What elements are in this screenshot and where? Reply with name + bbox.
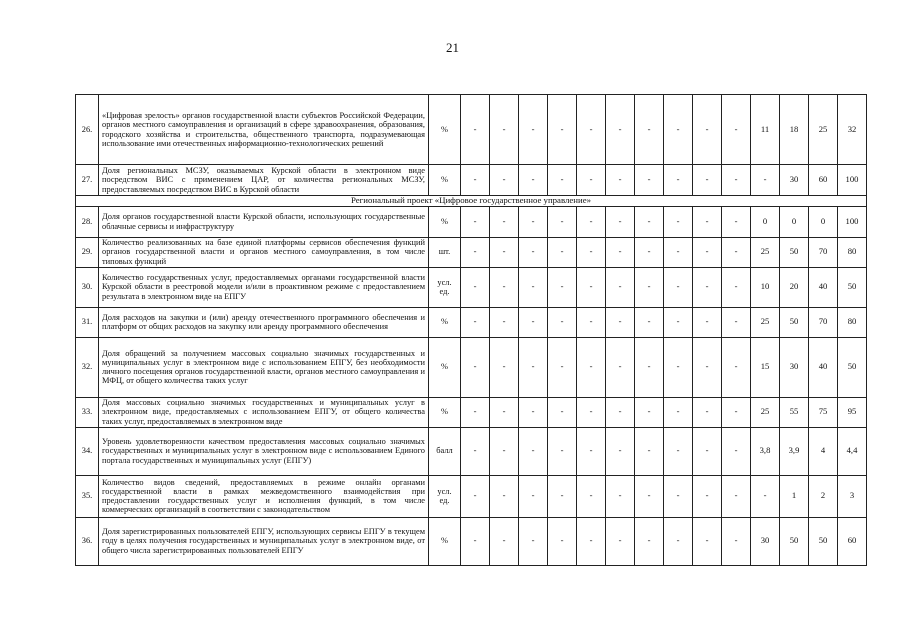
value-cell: - <box>664 427 693 475</box>
value-cell: 10 <box>751 267 780 307</box>
value-cell: - <box>519 337 548 397</box>
value-cell: - <box>606 517 635 565</box>
unit-cell: % <box>429 206 461 237</box>
value-cell: - <box>519 427 548 475</box>
value-cell: 25 <box>751 307 780 337</box>
row-number: 35. <box>76 475 99 517</box>
unit-cell: % <box>429 517 461 565</box>
value-cell: - <box>664 307 693 337</box>
value-cell: 40 <box>809 337 838 397</box>
value-cell: - <box>490 307 519 337</box>
value-cell: - <box>722 307 751 337</box>
table-row <box>76 337 867 397</box>
value-cell: - <box>664 237 693 267</box>
value-cell: - <box>693 517 722 565</box>
value-cell: 4,4 <box>838 427 867 475</box>
value-cell: 50 <box>780 517 809 565</box>
value-cell: - <box>490 475 519 517</box>
value-cell: 25 <box>751 397 780 427</box>
value-cell: 50 <box>780 237 809 267</box>
value-cell: 15 <box>751 337 780 397</box>
table-row <box>76 206 867 237</box>
value-cell: - <box>664 165 693 196</box>
value-cell: - <box>693 475 722 517</box>
value-cell: - <box>548 237 577 267</box>
value-cell: - <box>722 517 751 565</box>
value-cell: - <box>577 397 606 427</box>
row-number: 26. <box>76 95 99 165</box>
value-cell: - <box>577 165 606 196</box>
value-cell: - <box>635 165 664 196</box>
value-cell: - <box>693 337 722 397</box>
value-cell: - <box>606 475 635 517</box>
value-cell: - <box>664 337 693 397</box>
value-cell: - <box>635 237 664 267</box>
unit-cell: % <box>429 337 461 397</box>
value-cell: 30 <box>780 337 809 397</box>
value-cell: - <box>577 307 606 337</box>
value-cell: - <box>635 95 664 165</box>
indicator-name: Уровень удовлетворенности качеством предоставления массовых социально значимых государственных и муниципальных услуг в электронном виде с использованием Единого портала государственных и муниципальных услуг (ЕПГУ) <box>99 427 429 475</box>
value-cell: - <box>606 337 635 397</box>
value-cell: 30 <box>780 165 809 196</box>
value-cell: - <box>606 95 635 165</box>
unit-cell: усл. ед. <box>429 267 461 307</box>
value-cell: - <box>722 267 751 307</box>
value-cell: 3,8 <box>751 427 780 475</box>
value-cell: - <box>519 95 548 165</box>
value-cell: 0 <box>780 206 809 237</box>
value-cell: - <box>490 427 519 475</box>
value-cell: - <box>722 95 751 165</box>
value-cell: - <box>490 267 519 307</box>
indicator-name: Количество реализованных на базе единой платформы сервисов обеспечения функций органов государственной власти и органов местного самоуправления, в том числе типовых функций <box>99 237 429 267</box>
value-cell: 55 <box>780 397 809 427</box>
table-row <box>76 427 867 475</box>
value-cell: - <box>577 267 606 307</box>
value-cell: 70 <box>809 307 838 337</box>
row-number: 31. <box>76 307 99 337</box>
value-cell: - <box>606 206 635 237</box>
value-cell: - <box>461 95 490 165</box>
value-cell: - <box>548 267 577 307</box>
row-number: 30. <box>76 267 99 307</box>
value-cell: 25 <box>809 95 838 165</box>
unit-cell: усл. ед. <box>429 475 461 517</box>
value-cell: - <box>519 165 548 196</box>
value-cell: - <box>519 307 548 337</box>
value-cell: - <box>664 95 693 165</box>
page-number: 21 <box>446 40 459 55</box>
unit-cell: % <box>429 165 461 196</box>
value-cell: - <box>751 165 780 196</box>
value-cell: - <box>635 517 664 565</box>
value-cell: 50 <box>838 267 867 307</box>
indicator-name: Доля региональных МСЗУ, оказываемых Курской области в электронном виде посредством ВИС с применением ЦАР, от количества региональных МСЗУ, предоставляемых посредством ВИС в Курской области <box>99 165 429 196</box>
table-row <box>76 475 867 517</box>
value-cell: - <box>722 427 751 475</box>
value-cell: - <box>461 427 490 475</box>
indicator-name: Количество государственных услуг, предоставляемых органами государственной власти Курской области в реестровой модели и/или в проактивном режиме с предоставлением результата в электронном виде на ЕПГУ <box>99 267 429 307</box>
value-cell: 80 <box>838 237 867 267</box>
value-cell: - <box>548 95 577 165</box>
value-cell: 50 <box>780 307 809 337</box>
value-cell: 60 <box>809 165 838 196</box>
value-cell: - <box>693 427 722 475</box>
value-cell: - <box>693 165 722 196</box>
table-row <box>76 267 867 307</box>
value-cell: 32 <box>838 95 867 165</box>
value-cell: - <box>490 237 519 267</box>
indicator-name: Количество видов сведений, предоставляемых в режиме онлайн органами государственной власти в рамках межведомственного взаимодействия при предоставлении государственных услуг и исполнения функций, в том числе коммерческих организаций в соответствии с законодательством <box>99 475 429 517</box>
value-cell: - <box>519 475 548 517</box>
section-row <box>76 196 867 207</box>
row-number: 36. <box>76 517 99 565</box>
value-cell: - <box>722 475 751 517</box>
value-cell: - <box>722 237 751 267</box>
table-body-bottom <box>76 206 867 565</box>
value-cell: - <box>548 475 577 517</box>
value-cell: - <box>722 206 751 237</box>
row-number: 32. <box>76 337 99 397</box>
value-cell: - <box>722 337 751 397</box>
value-cell: - <box>635 427 664 475</box>
value-cell: - <box>548 517 577 565</box>
value-cell: - <box>606 307 635 337</box>
value-cell: - <box>577 337 606 397</box>
table-row <box>76 237 867 267</box>
value-cell: - <box>664 397 693 427</box>
value-cell: - <box>490 206 519 237</box>
value-cell: - <box>548 427 577 475</box>
value-cell: 40 <box>809 267 838 307</box>
value-cell: - <box>722 397 751 427</box>
value-cell: - <box>635 337 664 397</box>
table-body-top <box>76 95 867 196</box>
value-cell: 18 <box>780 95 809 165</box>
unit-cell: балл <box>429 427 461 475</box>
row-number: 33. <box>76 397 99 427</box>
value-cell: - <box>548 165 577 196</box>
value-cell: - <box>693 397 722 427</box>
value-cell: 1 <box>780 475 809 517</box>
value-cell: - <box>548 206 577 237</box>
value-cell: - <box>461 267 490 307</box>
value-cell: - <box>577 206 606 237</box>
value-cell: - <box>461 397 490 427</box>
unit-cell: % <box>429 95 461 165</box>
value-cell: - <box>722 165 751 196</box>
value-cell: 25 <box>751 237 780 267</box>
value-cell: 100 <box>838 206 867 237</box>
value-cell: - <box>606 165 635 196</box>
value-cell: - <box>606 397 635 427</box>
value-cell: - <box>519 206 548 237</box>
value-cell: - <box>664 267 693 307</box>
value-cell: - <box>577 95 606 165</box>
value-cell: - <box>606 267 635 307</box>
value-cell: - <box>606 237 635 267</box>
value-cell: 70 <box>809 237 838 267</box>
value-cell: - <box>548 337 577 397</box>
value-cell: - <box>490 95 519 165</box>
value-cell: - <box>490 165 519 196</box>
value-cell: - <box>461 307 490 337</box>
value-cell: - <box>519 237 548 267</box>
indicator-name: Доля массовых социально значимых государственных и муниципальных услуг в электронном виде, предоставляемых с использованием ЕПГУ, от общего количества таких услуг, предоставляемых в электронном виде <box>99 397 429 427</box>
value-cell: - <box>693 307 722 337</box>
value-cell: - <box>664 475 693 517</box>
value-cell: - <box>664 206 693 237</box>
value-cell: - <box>693 206 722 237</box>
value-cell: - <box>693 237 722 267</box>
value-cell: - <box>693 95 722 165</box>
row-number: 29. <box>76 237 99 267</box>
value-cell: 75 <box>809 397 838 427</box>
table-section <box>76 196 867 207</box>
table-row <box>76 307 867 337</box>
value-cell: - <box>548 397 577 427</box>
value-cell: - <box>664 517 693 565</box>
indicators-table <box>75 94 867 566</box>
unit-cell: шт. <box>429 237 461 267</box>
value-cell: - <box>519 267 548 307</box>
value-cell: - <box>606 427 635 475</box>
row-number: 28. <box>76 206 99 237</box>
value-cell: 30 <box>751 517 780 565</box>
value-cell: - <box>519 517 548 565</box>
value-cell: 20 <box>780 267 809 307</box>
value-cell: - <box>577 517 606 565</box>
unit-cell: % <box>429 397 461 427</box>
value-cell: - <box>461 517 490 565</box>
row-number: 27. <box>76 165 99 196</box>
value-cell: - <box>461 206 490 237</box>
value-cell: - <box>461 337 490 397</box>
section-title: Региональный проект «Цифровое государственное управление» <box>76 196 867 207</box>
table-row <box>76 165 867 196</box>
value-cell: - <box>751 475 780 517</box>
indicator-name: «Цифровая зрелость» органов государственной власти субъектов Российской Федерации, органов местного самоуправления и организаций в сфере здравоохранения, образования, городского хозяйства и строительства, общественного транспорта, подразумевающая использование ими отечественных информационно-технологических решений <box>99 95 429 165</box>
value-cell: - <box>635 397 664 427</box>
value-cell: 50 <box>838 337 867 397</box>
value-cell: - <box>577 475 606 517</box>
value-cell: - <box>490 517 519 565</box>
value-cell: - <box>577 427 606 475</box>
value-cell: - <box>693 267 722 307</box>
value-cell: - <box>461 165 490 196</box>
value-cell: 3,9 <box>780 427 809 475</box>
value-cell: - <box>461 237 490 267</box>
indicator-name: Доля органов государственной власти Курской области, использующих государственные облачные сервисы и инфраструктуру <box>99 206 429 237</box>
value-cell: - <box>519 397 548 427</box>
value-cell: 11 <box>751 95 780 165</box>
value-cell: 95 <box>838 397 867 427</box>
value-cell: 2 <box>809 475 838 517</box>
value-cell: - <box>577 237 606 267</box>
value-cell: - <box>548 307 577 337</box>
value-cell: - <box>635 307 664 337</box>
value-cell: - <box>461 475 490 517</box>
row-number: 34. <box>76 427 99 475</box>
unit-cell: % <box>429 307 461 337</box>
value-cell: - <box>635 267 664 307</box>
value-cell: - <box>490 397 519 427</box>
indicator-name: Доля расходов на закупки и (или) аренду отечественного программного обеспечения и платформ от общих расходов на закупку или аренду программного обеспечения <box>99 307 429 337</box>
table-row <box>76 95 867 165</box>
value-cell: - <box>490 337 519 397</box>
value-cell: 80 <box>838 307 867 337</box>
indicator-name: Доля обращений за получением массовых социально значимых государственных и муниципальных услуг в электронном виде с использованием ЕПГУ, без необходимости личного посещения органов государственной власти, органов местного самоуправления и МФЦ, от общего количества таких услуг <box>99 337 429 397</box>
value-cell: 100 <box>838 165 867 196</box>
value-cell: 0 <box>751 206 780 237</box>
value-cell: 50 <box>809 517 838 565</box>
value-cell: 4 <box>809 427 838 475</box>
value-cell: - <box>635 475 664 517</box>
value-cell: 3 <box>838 475 867 517</box>
value-cell: 60 <box>838 517 867 565</box>
value-cell: 0 <box>809 206 838 237</box>
indicator-name: Доля зарегистрированных пользователей ЕПГУ, использующих сервисы ЕПГУ в текущем году в целях получения государственных и муниципальных услуг в электронном виде, от общего числа зарегистрированных пользователей ЕПГУ <box>99 517 429 565</box>
table-row <box>76 397 867 427</box>
value-cell: - <box>635 206 664 237</box>
table-row <box>76 517 867 565</box>
